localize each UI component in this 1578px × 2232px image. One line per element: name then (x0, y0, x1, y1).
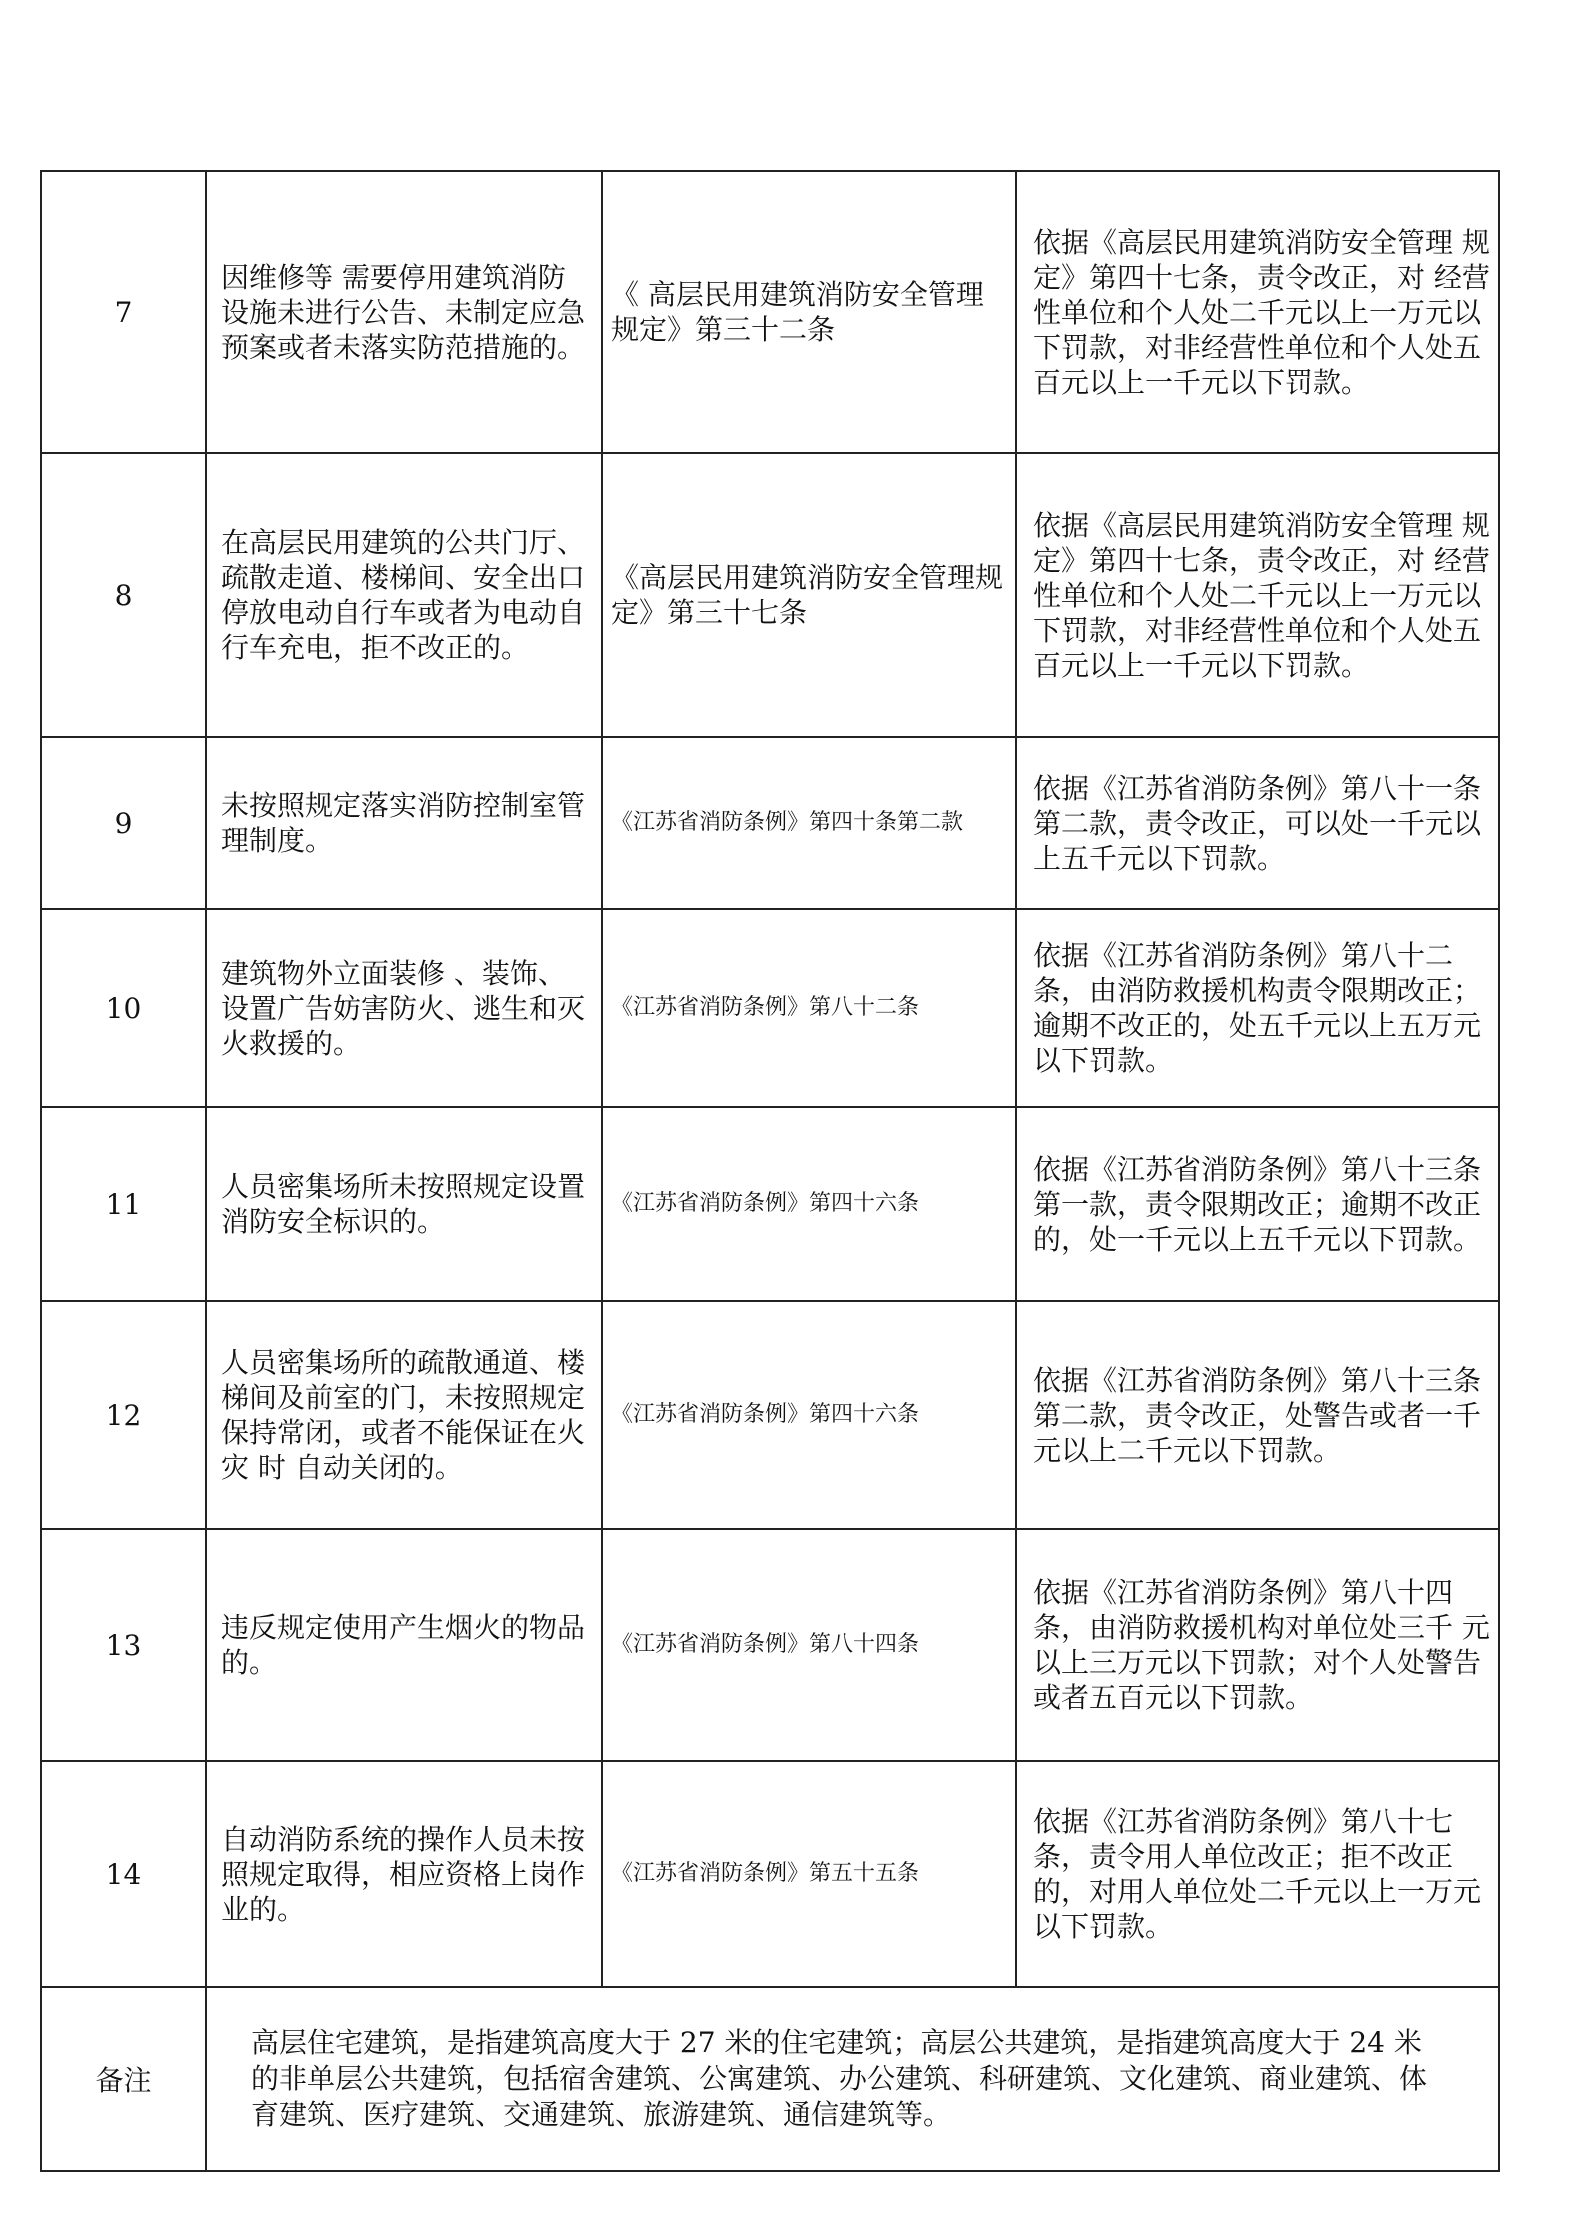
penalty-text: 依据《江苏省消防条例》第八十二条，由消防救援机构责令限期改正；逾期不改正的，处五千元以上五万元以下罚款。 (1016, 909, 1499, 1107)
legal-basis: 《江苏省消防条例》第四十六条 (602, 1301, 1016, 1529)
penalty-text: 依据《江苏省消防条例》第八十三条第二款，责令改正，处警告或者一千元以上二千元以下罚款。 (1016, 1301, 1499, 1529)
violation-text: 在高层民用建筑的公共门厅、疏散走道、楼梯间、安全出口停放电动自行车或者为电动自行车充电，拒不改正的。 (206, 453, 602, 737)
violation-text: 违反规定使用产生烟火的物品的。 (206, 1529, 602, 1761)
table-row (41, 171, 1499, 453)
row-number: 13 (41, 1529, 206, 1761)
table-row (41, 453, 1499, 737)
row-number: 14 (41, 1761, 206, 1987)
penalty-table (40, 170, 1500, 2172)
row-number: 11 (41, 1107, 206, 1301)
row-number: 12 (41, 1301, 206, 1529)
table-row (41, 1529, 1499, 1761)
penalty-text: 依据《江苏省消防条例》第八十一条第二款，责令改正，可以处一千元以上五千元以下罚款。 (1016, 737, 1499, 909)
row-number: 8 (41, 453, 206, 737)
remarks-row (41, 1987, 1499, 2171)
row-number: 10 (41, 909, 206, 1107)
violation-text: 建筑物外立面装修 、装饰、设置广告妨害防火、逃生和灭火救援的。 (206, 909, 602, 1107)
row-number: 7 (41, 171, 206, 453)
table-row (41, 1301, 1499, 1529)
penalty-text: 依据《高层民用建筑消防安全管理 规定》第四十七条，责令改正，对 经营性单位和个人处二千元以上一万元以下罚款，对非经营性单位和个人处五百元以上一千元以下罚款。 (1016, 171, 1499, 453)
penalty-text: 依据《高层民用建筑消防安全管理 规定》第四十七条，责令改正，对 经营性单位和个人处二千元以上一万元以下罚款，对非经营性单位和个人处五百元以上一千元以下罚款。 (1016, 453, 1499, 737)
remarks-text: 高层住宅建筑，是指建筑高度大于 27 米的住宅建筑；高层公共建筑，是指建筑高度大于 24 米的非单层公共建筑，包括宿舍建筑、公寓建筑、办公建筑、科研建筑、文化建筑、商业建筑、体育建筑、医疗建筑、交通建筑、旅游建筑、通信建筑等。 (206, 1987, 1499, 2171)
penalty-text: 依据《江苏省消防条例》第八十三条第一款，责令限期改正；逾期不改正的，处一千元以上五千元以下罚款。 (1016, 1107, 1499, 1301)
row-number: 9 (41, 737, 206, 909)
penalty-text: 依据《江苏省消防条例》第八十七条，责令用人单位改正；拒不改正的，对用人单位处二千元以上一万元以下罚款。 (1016, 1761, 1499, 1987)
violation-text: 人员密集场所未按照规定设置消防安全标识的。 (206, 1107, 602, 1301)
table-row (41, 1107, 1499, 1301)
legal-basis: 《高层民用建筑消防安全管理规定》第三十七条 (602, 453, 1016, 737)
legal-basis: 《 高层民用建筑消防安全管理规定》第三十二条 (602, 171, 1016, 453)
violation-text: 因维修等 需要停用建筑消防设施未进行公告、未制定应急预案或者未落实防范措施的。 (206, 171, 602, 453)
table-row (41, 1761, 1499, 1987)
legal-basis: 《江苏省消防条例》第四十六条 (602, 1107, 1016, 1301)
remarks-label: 备注 (41, 1987, 206, 2171)
table-row (41, 737, 1499, 909)
table-row (41, 909, 1499, 1107)
legal-basis: 《江苏省消防条例》第四十条第二款 (602, 737, 1016, 909)
violation-text: 人员密集场所的疏散通道、楼梯间及前室的门，未按照规定保持常闭，或者不能保证在火灾 时 自动关闭的。 (206, 1301, 602, 1529)
legal-basis: 《江苏省消防条例》第八十四条 (602, 1529, 1016, 1761)
legal-basis: 《江苏省消防条例》第八十二条 (602, 909, 1016, 1107)
legal-basis: 《江苏省消防条例》第五十五条 (602, 1761, 1016, 1987)
violation-text: 未按照规定落实消防控制室管理制度。 (206, 737, 602, 909)
violation-text: 自动消防系统的操作人员未按照规定取得，相应资格上岗作业的。 (206, 1761, 602, 1987)
penalty-text: 依据《江苏省消防条例》第八十四条，由消防救援机构对单位处三千 元以上三万元以下罚款；对个人处警告或者五百元以下罚款。 (1016, 1529, 1499, 1761)
